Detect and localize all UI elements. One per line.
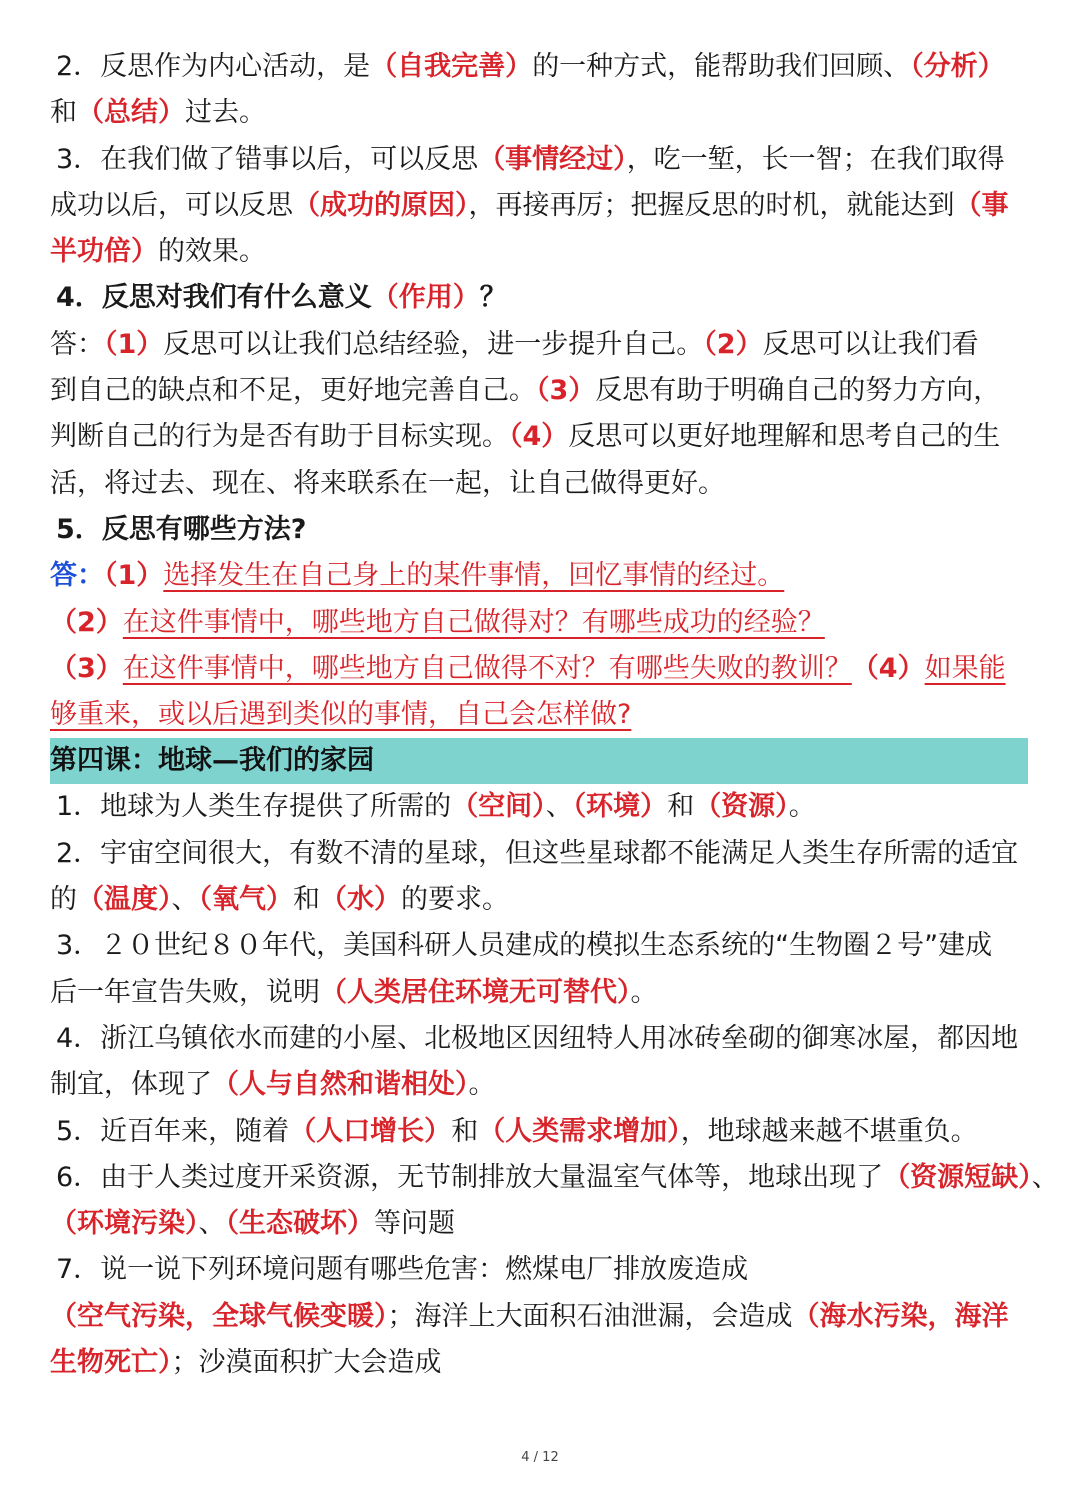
text-line <box>50 923 1026 969</box>
text: 3．２０世纪８０年代，美国科研人员建成的模拟生态系统的“生物圈２号”建成 <box>56 930 993 962</box>
answer: （作用） <box>371 282 480 314</box>
answer: （事情经过） <box>478 143 627 175</box>
text: 成功以后，可以反思 <box>50 189 293 221</box>
answer-number: （2） <box>703 328 763 360</box>
answer-number: （3） <box>50 652 123 684</box>
answer: （资源短缺） <box>883 1161 1032 1193</box>
text: 1．地球为人类生存提供了所需的 <box>56 791 452 823</box>
text-line <box>50 183 1026 229</box>
text-line <box>50 784 1026 830</box>
text-line <box>50 368 1026 414</box>
answer: （人类需求增加） <box>478 1115 681 1147</box>
text: 和 <box>50 97 77 129</box>
text: 4．浙江乌镇依水而建的小屋、北极地区因纽特人用冰砖垒砌的御寒冰屋，都因地 <box>56 1022 1019 1054</box>
answer: （温度） <box>77 884 172 916</box>
text: 活，将过去、现在、将来联系在一起，让自己做得更好。 <box>50 467 725 499</box>
answer-number: （4） <box>851 652 925 684</box>
text: 过去。 <box>185 97 266 129</box>
answer-number: （4） <box>509 421 569 453</box>
answer-underlined: 在这件事情中，哪些地方自己做得对？有哪些成功的经验？ <box>122 606 825 638</box>
question-line <box>50 507 1026 553</box>
text: 、 <box>198 1208 226 1240</box>
answer: （资源） <box>694 791 789 823</box>
answer-underlined: 在这件事情中，哪些地方自己做得不对？有哪些失败的教训？ <box>122 652 852 684</box>
section-heading: 第四课：地球—我们的家园 <box>50 738 1028 784</box>
answer-label: 答： <box>50 328 104 360</box>
answer: （海水污染，海洋 <box>792 1300 1009 1332</box>
text-line <box>50 1016 1026 1062</box>
answer-underlined: 如果能 <box>924 652 1006 684</box>
text-line <box>50 600 1026 646</box>
text: 和 <box>293 884 320 916</box>
text: 和 <box>667 791 695 823</box>
text: ；沙漠面积扩大会造成 <box>171 1347 442 1379</box>
text-line <box>50 646 1026 692</box>
text-line <box>50 553 1026 599</box>
text: 5．近百年来，随着 <box>56 1115 290 1147</box>
answer: （人与自然和谐相处） <box>212 1069 469 1101</box>
answer: （成功的原因） <box>293 189 469 221</box>
text: 。 <box>468 1069 496 1101</box>
text-line <box>50 90 1026 136</box>
text-line <box>50 1062 1026 1108</box>
text: 和 <box>451 1115 479 1147</box>
text: 的 <box>50 884 77 916</box>
text: 的一种方式，能帮助我们回顾、 <box>532 51 911 82</box>
answer: 生物死亡） <box>50 1347 172 1379</box>
text: ，吃一堑，长一智；在我们取得 <box>626 143 1005 175</box>
text: 反思有助于明确自己的努力方向， <box>595 375 1001 407</box>
answer: （水） <box>320 884 401 916</box>
text: 。 <box>788 791 816 823</box>
text: ，再接再厉；把握反思的时机，就能达到 <box>468 189 955 221</box>
answer: 半功倍） <box>50 236 158 268</box>
text-line <box>50 877 1026 923</box>
answer-underlined: 够重来，或以后遇到类似的事情，自己会怎样做? <box>50 699 632 731</box>
text: 反思可以让我们总结经验，进一步提升自己。 <box>163 328 704 360</box>
answer: （生态破坏） <box>225 1208 374 1240</box>
text: 、 <box>545 791 573 823</box>
answer-number: （1） <box>104 328 164 360</box>
answer-label: 答： <box>50 560 104 592</box>
question: ？ <box>479 282 507 314</box>
text-line <box>50 414 1026 460</box>
text-line <box>50 1247 1026 1293</box>
text: 、 <box>171 884 199 916</box>
text-line <box>50 831 1026 877</box>
answer: （自我完善） <box>370 51 533 82</box>
text: 6．由于人类过度开采资源，无节制排放大量温室气体等，地球出现了 <box>56 1161 884 1193</box>
page-indicator: 4 / 12 <box>521 1450 559 1465</box>
question: 5．反思有哪些方法? <box>56 513 307 545</box>
text-line <box>50 1109 1026 1155</box>
text-line <box>50 229 1026 275</box>
text-line <box>50 137 1026 183</box>
answer: （空间） <box>451 791 546 823</box>
text: 2．反思作为内心活动，是 <box>56 51 371 82</box>
text-line <box>50 1294 1026 1340</box>
text: 3．在我们做了错事以后，可以反思 <box>56 143 479 175</box>
answer-number: （1） <box>104 560 164 592</box>
text: 到自己的缺点和不足，更好地完善自己。 <box>50 375 536 407</box>
text-line <box>50 970 1026 1016</box>
answer: （空气污染，全球气候变暖） <box>50 1300 388 1332</box>
text: 判断自己的行为是否有助于目标实现。 <box>50 421 509 453</box>
answer: （总结） <box>77 97 185 129</box>
text: ，地球越来越不堪重负。 <box>680 1115 978 1147</box>
question-line <box>50 275 1026 321</box>
answer: （人类居住环境无可替代） <box>320 976 631 1008</box>
text: 反思可以更好地理解和思考自己的生 <box>568 421 1001 453</box>
answer: （氧气） <box>198 884 293 916</box>
text: 制宜，体现了 <box>50 1069 212 1101</box>
text-line <box>50 322 1026 368</box>
text-line <box>50 1340 1026 1386</box>
text: 的效果。 <box>158 236 266 268</box>
text: 后一年宣告失败，说明 <box>50 976 320 1008</box>
text-line <box>50 461 1026 507</box>
question: 4．反思对我们有什么意义 <box>56 282 372 314</box>
answer: （分析） <box>910 51 1005 82</box>
answer-number: （2） <box>50 606 123 638</box>
text: 2．宇宙空间很大，有数不清的星球，但这些星球都不能满足人类生存所需的适宜 <box>56 837 1019 869</box>
document-page <box>50 44 1059 1386</box>
text-line <box>50 1155 1059 1201</box>
text: 、 <box>1031 1161 1059 1193</box>
text-line <box>50 1201 1026 1247</box>
answer-number: （3） <box>536 375 596 407</box>
text: 反思可以让我们看 <box>762 328 979 360</box>
text: 。 <box>630 976 658 1008</box>
answer-underlined: 选择发生在自己身上的某件事情，回忆事情的经过。 <box>163 560 785 592</box>
answer: （事 <box>954 189 1009 221</box>
text: 等问题 <box>374 1208 455 1240</box>
text: 7．说一说下列环境问题有哪些危害：燃煤电厂排放废造成 <box>56 1254 749 1286</box>
answer: （环境污染） <box>50 1208 199 1240</box>
text-line <box>50 44 1026 90</box>
text: ；海洋上大面积石油泄漏，会造成 <box>387 1300 793 1332</box>
text-line <box>50 692 1026 738</box>
answer: （环境） <box>572 791 668 823</box>
answer: （人口增长） <box>289 1115 452 1147</box>
text: 的要求。 <box>401 884 509 916</box>
